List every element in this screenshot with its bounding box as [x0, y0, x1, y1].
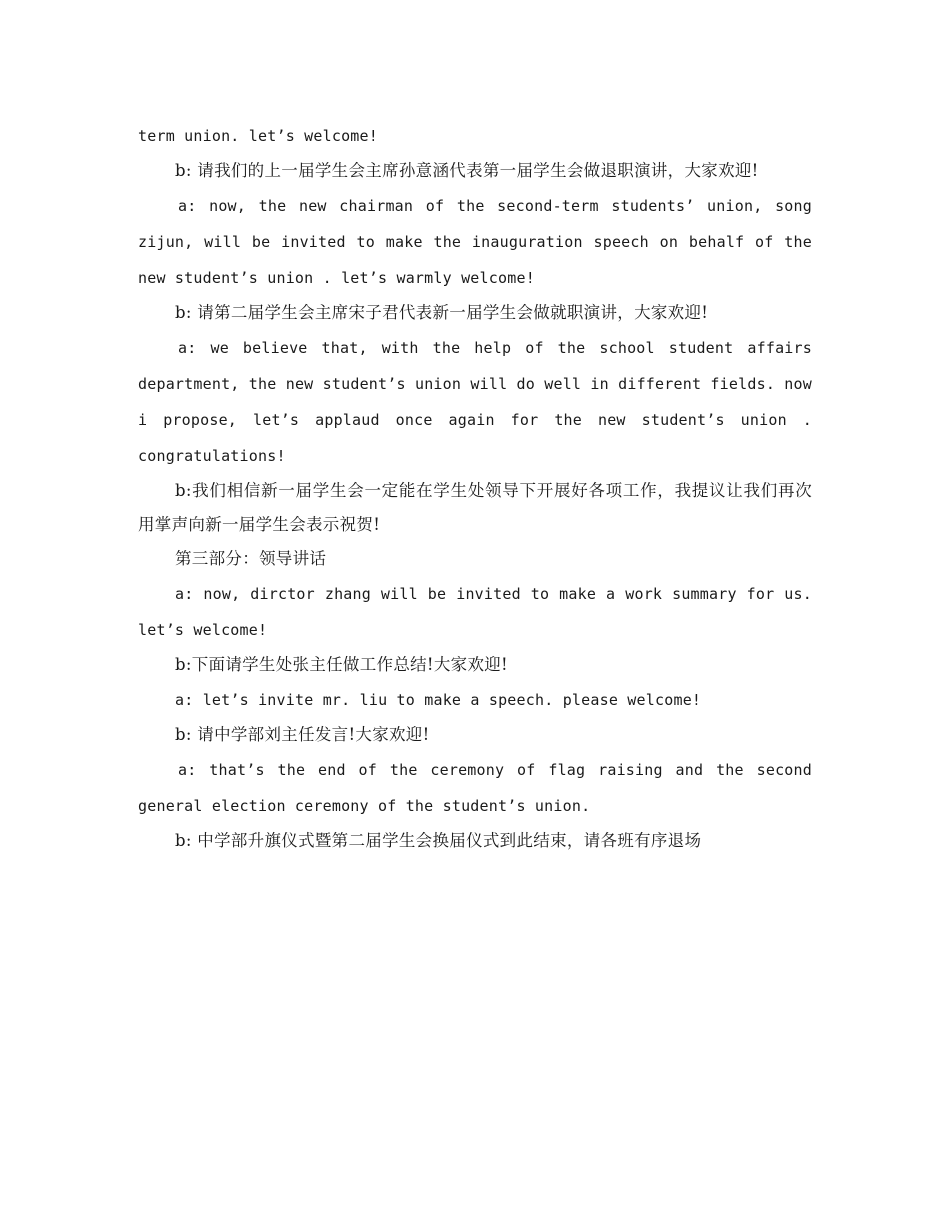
- paragraph-a-speech-invite: a: let’s invite mr. liu to make a speech. please welcome!: [175, 691, 702, 709]
- paragraph-b-inauguration: b: 请第二届学生会主席宋子君代表新一届学生会做就职演讲，大家欢迎!: [175, 303, 709, 322]
- paragraph-a-inauguration: a: now, the new chairman of the second-term students’ union, song zijun, will be invited to make the inauguration speech on behalf of the new student’s union . let’s warmly welcome!: [138, 197, 812, 287]
- paragraph-b-congratulations: b:我们相信新一届学生会一定能在学生处领导下开展好各项工作，我提议让我们再次用掌声向新一届学生会表示祝贺!: [138, 481, 812, 534]
- document-body: [138, 118, 812, 858]
- paragraph-b-work-summary: b:下面请学生处张主任做工作总结!大家欢迎!: [175, 655, 508, 674]
- paragraph-b-farewell-speech: b: 请我们的上一届学生会主席孙意涵代表第一届学生会做退职演讲，大家欢迎!: [175, 161, 759, 180]
- paragraph-a-congratulations: a: we believe that, with the help of the school student affairs department, the new student’s union will do well in different fields. now i propose, let’s applaud once again for the new student’s union . congratulations!: [138, 339, 812, 465]
- paragraph-a-work-summary: a: now, dirctor zhang will be invited to make a work summary for us. let’s welcome!: [138, 585, 812, 639]
- paragraph-b-closing: b: 中学部升旗仪式暨第二届学生会换届仪式到此结束，请各班有序退场: [175, 831, 702, 850]
- paragraph-a-closing: a: that’s the end of the ceremony of flag raising and the second general election ceremony of the student’s union.: [138, 761, 812, 815]
- paragraph-b-speech-invite: b: 请中学部刘主任发言!大家欢迎!: [175, 725, 430, 744]
- section-heading-part-three: 第三部分：领导讲话: [175, 549, 327, 568]
- paragraph-continuation: term union. let’s welcome!: [138, 127, 378, 145]
